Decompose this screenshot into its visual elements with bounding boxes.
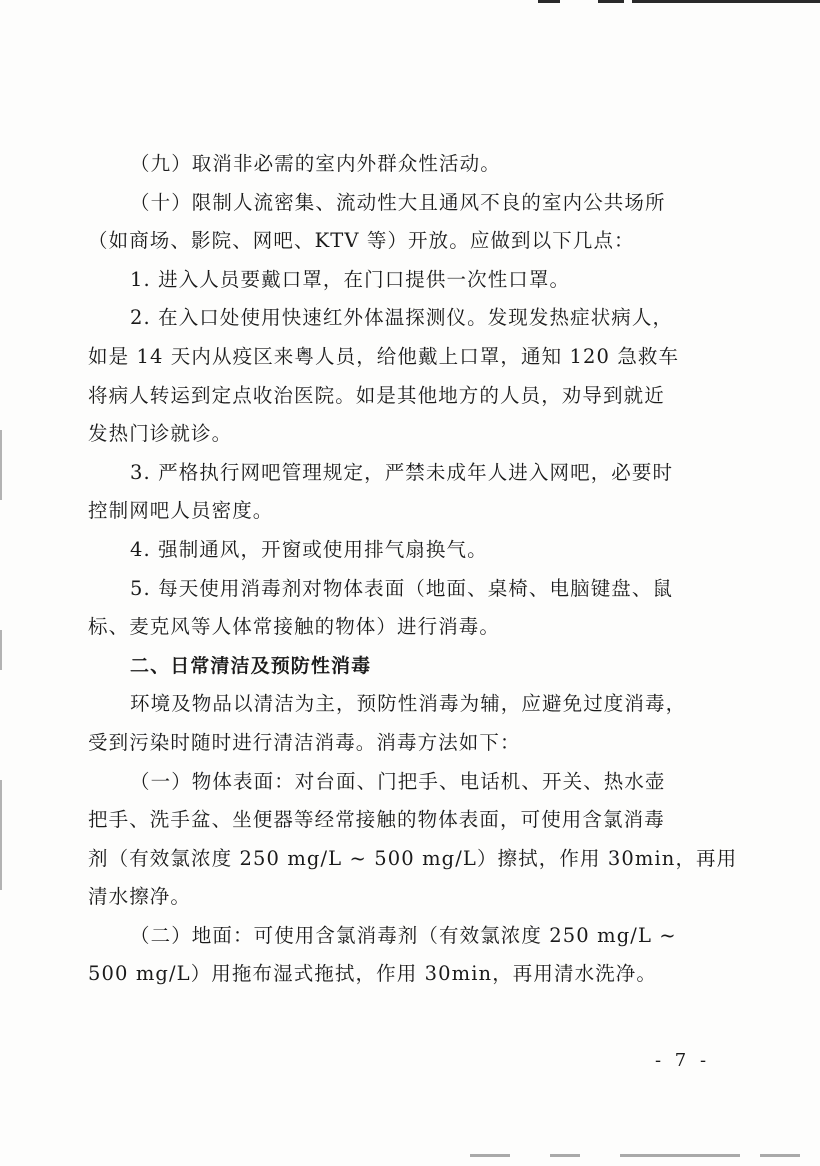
- text-line: 500 mg/L）用拖布湿式拖拭，作用 30min，再用清水洗净。: [88, 962, 658, 986]
- text-line: 清水擦净。: [88, 885, 192, 909]
- scan-artifact-bottom: [470, 1154, 810, 1162]
- document-body: [88, 145, 738, 994]
- text-line: 如是 14 天内从疫区来粤人员，给他戴上口罩，通知 120 急救车: [88, 344, 680, 368]
- text-line: 4. 强制通风，开窗或使用排气扇换气。: [130, 537, 488, 561]
- text-line: （如商场、影院、网吧、KTV 等）开放。应做到以下几点：: [88, 229, 635, 253]
- text-line: 5. 每天使用消毒剂对物体表面（地面、桌椅、电脑键盘、鼠: [130, 576, 674, 600]
- scan-edge-mark: [0, 630, 2, 670]
- text-line: 标、麦克风等人体常接触的物体）进行消毒。: [88, 615, 501, 639]
- text-line: 剂（有效氯浓度 250 mg/L ~ 500 mg/L）擦拭，作用 30min，再用: [88, 846, 738, 870]
- text-line: 发热门诊就诊。: [88, 422, 233, 446]
- text-line: 2. 在入口处使用快速红外体温探测仪。发现发热症状病人，: [130, 306, 674, 330]
- text-line: 1. 进入人员要戴口罩，在门口提供一次性口罩。: [130, 267, 571, 291]
- text-line: （十）限制人流密集、流动性大且通风不良的室内公共场所: [130, 190, 666, 214]
- section-heading: 二、日常清洁及预防性消毒: [130, 654, 372, 677]
- text-line: 将病人转运到定点收治医院。如是其他地方的人员，劝导到就近: [88, 383, 665, 407]
- text-line: 受到污染时随时进行清洁消毒。消毒方法如下：: [88, 730, 521, 754]
- page-number: - 7 -: [655, 1050, 711, 1071]
- text-line: 环境及物品以清洁为主，预防性消毒为辅，应避免过度消毒，: [130, 692, 687, 716]
- text-line: 3. 严格执行网吧管理规定，严禁未成年人进入网吧，必要时: [130, 460, 674, 484]
- scan-edge-mark: [0, 780, 2, 890]
- text-line: 把手、洗手盆、坐便器等经常接触的物体表面，可使用含氯消毒: [88, 808, 665, 832]
- scan-edge-mark: [0, 430, 2, 500]
- text-line: （二）地面：可使用含氯消毒剂（有效氯浓度 250 mg/L ~: [130, 923, 677, 947]
- text-line: （一）物体表面：对台面、门把手、电话机、开关、热水壶: [130, 769, 666, 793]
- text-line: （九）取消非必需的室内外群众性活动。: [130, 152, 501, 175]
- text-line: 控制网吧人员密度。: [88, 499, 274, 523]
- scan-artifact-top: [420, 0, 820, 6]
